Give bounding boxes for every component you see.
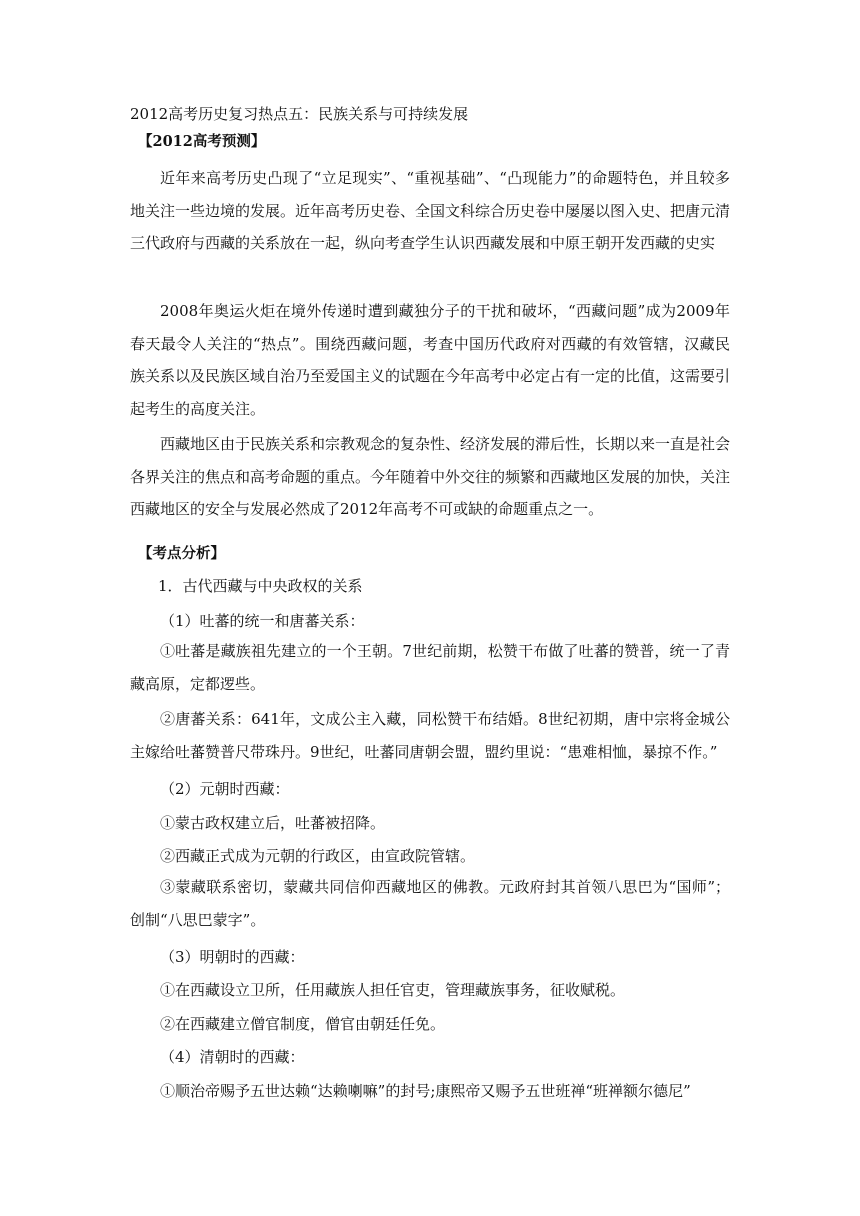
subsection-4-line-1: ①顺治帝赐予五世达赖“达赖喇嘛”的封号;康熙帝又赐予五世班禅“班禅额尔德尼”	[160, 1082, 691, 1100]
subsection-1-paragraph-2: ②唐蕃关系：641年，文成公主入藏，同松赞干布结婚。8世纪初期，唐中宗将金城公主嫁给吐蕃赞普尺带珠丹。9世纪，吐蕃同唐朝会盟，盟约里说：“患难相恤，暴掠不作。”	[130, 710, 730, 761]
document-title: 2012高考历史复习热点五：民族关系与可持续发展	[130, 105, 469, 123]
subsection-2-heading: （2）元朝时西藏：	[160, 780, 290, 798]
subsection-1-heading: （1）吐蕃的统一和唐蕃关系：	[160, 612, 365, 630]
prediction-paragraph-1: 近年来高考历史凸现了“立足现实”、“重视基础”、“凸现能力”的命题特色，并且较多地关注一些边境的发展。近年高考历史卷、全国文科综合历史卷中屡屡以图入史、把唐元清三代政府与西藏的关系放在一起，纵向考查学生认识西藏发展和中原王朝开发西藏的史实	[130, 169, 731, 252]
subsection-2-paragraph-3: ③蒙藏联系密切，蒙藏共同信仰西藏地区的佛教。元政府封其首领八思巴为“国师”；创制“八思巴蒙字”。	[130, 878, 730, 929]
prediction-paragraph-2: 2008年奥运火炬在境外传递时遭到藏独分子的干扰和破坏，“西藏问题”成为2009年春天最令人关注的“热点”。围绕西藏问题，考查中国历代政府对西藏的有效管辖，汉藏民族关系以及民族区域自治乃至爱国主义的试题在今年高考中必定占有一定的比值，这需要引起考生的高度关注。	[130, 302, 731, 418]
subsection-1-paragraph-1: ①吐蕃是藏族祖先建立的一个王朝。7世纪前期，松赞干布做了吐蕃的赞普，统一了青藏高原，定都逻些。	[130, 642, 730, 693]
prediction-paragraph-3: 西藏地区由于民族关系和宗教观念的复杂性、经济发展的滞后性，长期以来一直是社会各界关注的焦点和高考命题的重点。今年随着中外交往的频繁和西藏地区发展的加快，关注西藏地区的安全与发展必然成了2012年高考不可或缺的命题重点之一。	[130, 435, 731, 518]
analysis-item-1: 1．古代西藏与中央政权的关系	[158, 577, 363, 595]
analysis-heading: 【考点分析】	[138, 545, 225, 562]
prediction-heading: 【2012高考预测】	[138, 133, 266, 150]
subsection-2-line-1: ①蒙古政权建立后，吐蕃被招降。	[160, 814, 386, 832]
subsection-4-heading: （4）清朝时的西藏：	[160, 1048, 305, 1066]
subsection-2-line-2: ②西藏正式成为元朝的行政区，由宣政院管辖。	[160, 847, 476, 865]
subsection-3-heading: （3）明朝时的西藏：	[160, 948, 305, 966]
subsection-3-line-2: ②在西藏建立僧官制度，僧官由朝廷任免。	[160, 1015, 446, 1033]
subsection-3-line-1: ①在西藏设立卫所，任用藏族人担任官吏，管理藏族事务，征收赋税。	[160, 981, 626, 999]
